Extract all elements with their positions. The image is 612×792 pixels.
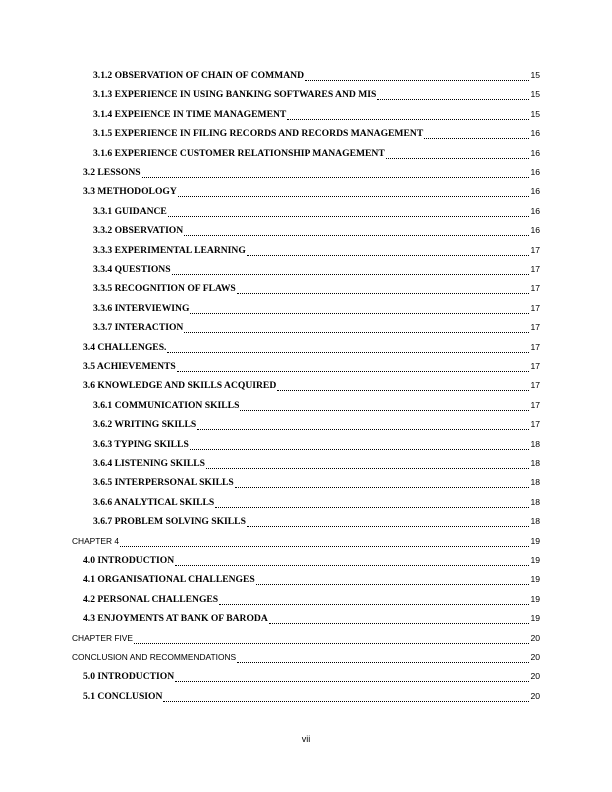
dot-leader bbox=[237, 661, 529, 663]
dot-leader bbox=[184, 331, 529, 333]
toc-entry-page: 17 bbox=[530, 380, 540, 391]
dot-leader bbox=[120, 545, 529, 547]
toc-entry-title: 3.6.7 PROBLEM SOLVING SKILLS bbox=[93, 516, 246, 528]
toc-entry[interactable] bbox=[93, 225, 540, 239]
dot-leader bbox=[206, 467, 529, 469]
dot-leader bbox=[163, 700, 529, 702]
toc-entry-title: 3.3 METHODOLOGY bbox=[83, 186, 177, 198]
dot-leader bbox=[240, 409, 529, 411]
toc-entry-page: 20 bbox=[530, 632, 540, 643]
toc-entry-page: 15 bbox=[530, 89, 540, 100]
toc-entry-title: 3.6.2 WRITING SKILLS bbox=[93, 419, 197, 431]
toc-entry-page: 16 bbox=[530, 147, 540, 158]
toc-entry[interactable] bbox=[93, 70, 540, 84]
toc-entry-title: 3.1.4 EXPEIENCE IN TIME MANAGEMENT bbox=[93, 108, 287, 120]
toc-entry-title: 3.3.5 RECOGNITION OF FLAWS bbox=[93, 283, 236, 295]
dot-leader bbox=[305, 79, 529, 81]
toc-entry-page: 20 bbox=[530, 690, 540, 701]
toc-entry-page: 15 bbox=[530, 70, 540, 80]
toc-entry-title: 3.3.6 INTERVIEWING bbox=[93, 302, 190, 314]
toc-entry-page: 17 bbox=[530, 302, 540, 313]
toc-entry-page: 17 bbox=[530, 283, 540, 294]
toc-entry-page: 15 bbox=[530, 108, 540, 119]
dot-leader bbox=[237, 292, 530, 294]
dot-leader bbox=[178, 195, 530, 197]
toc-entry-page: 18 bbox=[530, 477, 540, 488]
toc-entry-title: 4.0 INTRODUCTION bbox=[83, 555, 175, 566]
dot-leader bbox=[177, 370, 530, 372]
toc-entry[interactable] bbox=[83, 613, 540, 627]
toc-entry-title: 3.6 KNOWLEDGE AND SKILLS ACQUIRED bbox=[83, 380, 277, 392]
toc-entry[interactable] bbox=[72, 536, 540, 550]
toc-entry-title: 3.3.1 GUIDANCE bbox=[93, 205, 167, 217]
toc-entry-title: 3.6.4 LISTENING SKILLS bbox=[93, 458, 205, 469]
toc-entry-title: CHAPTER 4 bbox=[72, 535, 120, 546]
dot-leader bbox=[190, 312, 529, 314]
toc-entry-title: 4.1 ORGANISATIONAL CHALLENGES bbox=[83, 574, 255, 586]
dot-leader bbox=[175, 564, 529, 566]
dot-leader bbox=[175, 680, 529, 682]
toc-entry-title: 3.4 CHALLENGES. bbox=[83, 341, 167, 353]
toc-entry[interactable] bbox=[93, 264, 540, 278]
toc-entry-title: 3.1.6 EXPERIENCE CUSTOMER RELATIONSHIP MANAGEMENT bbox=[93, 147, 385, 159]
toc-entry-page: 19 bbox=[530, 593, 540, 604]
toc-entry[interactable] bbox=[83, 342, 540, 356]
toc-entry[interactable] bbox=[83, 555, 540, 569]
dot-leader bbox=[247, 525, 530, 527]
toc-entry[interactable] bbox=[93, 400, 540, 414]
toc-entry-page: 17 bbox=[530, 322, 540, 333]
dot-leader bbox=[184, 234, 529, 236]
toc-entry-page: 18 bbox=[530, 438, 540, 449]
toc-entry-page: 17 bbox=[530, 361, 540, 371]
toc-entry[interactable] bbox=[93, 128, 540, 142]
dot-leader bbox=[197, 428, 529, 430]
toc-entry[interactable] bbox=[83, 361, 540, 375]
toc-entry-title: CHAPTER FIVE bbox=[72, 632, 133, 643]
toc-entry[interactable] bbox=[93, 303, 540, 317]
toc-entry-title: 3.5 ACHIEVEMENTS bbox=[83, 361, 176, 372]
toc-entry[interactable] bbox=[83, 380, 540, 394]
toc-entry[interactable] bbox=[93, 283, 540, 297]
dot-leader bbox=[424, 137, 529, 139]
toc-entry-title: CONCLUSION AND RECOMMENDATIONS bbox=[72, 652, 237, 662]
toc-entry-page: 18 bbox=[530, 496, 540, 507]
toc-entry-page: 16 bbox=[530, 167, 540, 177]
toc-entry-page: 19 bbox=[530, 613, 540, 624]
toc-entry[interactable] bbox=[83, 671, 540, 685]
toc-entry-title: 5.1 CONCLUSION bbox=[83, 690, 163, 702]
toc-entry-page: 16 bbox=[530, 205, 540, 216]
dot-leader bbox=[167, 351, 529, 353]
toc-entry[interactable] bbox=[72, 633, 540, 647]
toc-entry-title: 3.3.3 EXPERIMENTAL LEARNING bbox=[93, 244, 246, 256]
toc-entry-page: 17 bbox=[530, 264, 540, 274]
toc-entry-title: 3.1.2 OBSERVATION OF CHAIN OF COMMAND bbox=[93, 70, 304, 81]
toc-entry[interactable] bbox=[93, 89, 540, 103]
dot-leader bbox=[377, 98, 529, 100]
toc-entry-title: 3.6.6 ANALYTICAL SKILLS bbox=[93, 496, 215, 508]
toc-entry-page: 19 bbox=[530, 555, 540, 565]
toc-entry-page: 16 bbox=[530, 225, 540, 236]
toc-entry-title: 3.3.7 INTERACTION bbox=[93, 322, 184, 334]
toc-entry[interactable] bbox=[93, 148, 540, 162]
toc-entry[interactable] bbox=[93, 206, 540, 220]
toc-entry-title: 5.0 INTRODUCTION bbox=[83, 671, 175, 683]
toc-entry-page: 17 bbox=[530, 244, 540, 255]
toc-entry-title: 3.1.5 EXPERIENCE IN FILING RECORDS AND RECORDS MANAGEMENT bbox=[93, 128, 424, 140]
toc-entry[interactable] bbox=[93, 516, 540, 530]
toc-entry[interactable] bbox=[93, 439, 540, 453]
toc-entry-page: 18 bbox=[530, 516, 540, 527]
dot-leader bbox=[256, 583, 530, 585]
toc-entry-page: 17 bbox=[530, 341, 540, 352]
toc-entry[interactable] bbox=[93, 497, 540, 511]
dot-leader bbox=[134, 642, 529, 644]
toc-entry[interactable] bbox=[72, 652, 540, 666]
dot-leader bbox=[215, 506, 529, 508]
dot-leader bbox=[172, 273, 530, 275]
toc-entry-title: 3.6.3 TYPING SKILLS bbox=[93, 438, 189, 450]
toc-entry-title: 3.3.2 OBSERVATION bbox=[93, 225, 184, 237]
toc-entry[interactable] bbox=[93, 419, 540, 433]
dot-leader bbox=[269, 622, 530, 624]
toc-entry-page: 20 bbox=[530, 671, 540, 682]
toc-entry-page: 19 bbox=[530, 535, 540, 546]
toc-entry-title: 3.3.4 QUESTIONS bbox=[93, 264, 171, 275]
dot-leader bbox=[142, 176, 530, 178]
dot-leader bbox=[287, 118, 529, 120]
toc-entry[interactable] bbox=[93, 109, 540, 123]
toc-entry[interactable] bbox=[83, 574, 540, 588]
dot-leader bbox=[386, 157, 530, 159]
toc-entry-page: 16 bbox=[530, 186, 540, 197]
dot-leader bbox=[247, 254, 530, 256]
toc-entry[interactable] bbox=[83, 594, 540, 608]
toc-entry-page: 19 bbox=[530, 574, 540, 585]
toc-entry-page: 16 bbox=[530, 128, 540, 139]
toc-entry-title: 3.1.3 EXPERIENCE IN USING BANKING SOFTWARES AND MIS bbox=[93, 89, 377, 101]
dot-leader bbox=[219, 603, 529, 605]
toc-entry[interactable] bbox=[83, 167, 540, 181]
toc-entry-page: 17 bbox=[530, 419, 540, 430]
toc-entry[interactable] bbox=[93, 477, 540, 491]
dot-leader bbox=[235, 486, 530, 488]
toc-entry-title: 3.6.1 COMMUNICATION SKILLS bbox=[93, 399, 240, 411]
toc-entry-page: 18 bbox=[530, 458, 540, 468]
toc-entry-page: 20 bbox=[530, 652, 540, 662]
toc-entry[interactable] bbox=[93, 245, 540, 259]
dot-leader bbox=[190, 448, 530, 450]
toc-entry[interactable] bbox=[93, 458, 540, 472]
toc-entry[interactable] bbox=[83, 691, 540, 705]
toc-entry-title: 3.2 LESSONS bbox=[83, 167, 141, 178]
dot-leader bbox=[277, 389, 529, 391]
toc-entry-page: 17 bbox=[530, 399, 540, 410]
toc-entry[interactable] bbox=[83, 186, 540, 200]
dot-leader bbox=[168, 215, 530, 217]
page-number: vii bbox=[301, 734, 311, 744]
toc-entry-title: 4.3 ENJOYMENTS AT BANK OF BARODA bbox=[83, 613, 268, 625]
toc-entry-title: 3.6.5 INTERPERSONAL SKILLS bbox=[93, 477, 234, 489]
toc-entry-title: 4.2 PERSONAL CHALLENGES bbox=[83, 593, 219, 605]
toc-entry[interactable] bbox=[93, 322, 540, 336]
